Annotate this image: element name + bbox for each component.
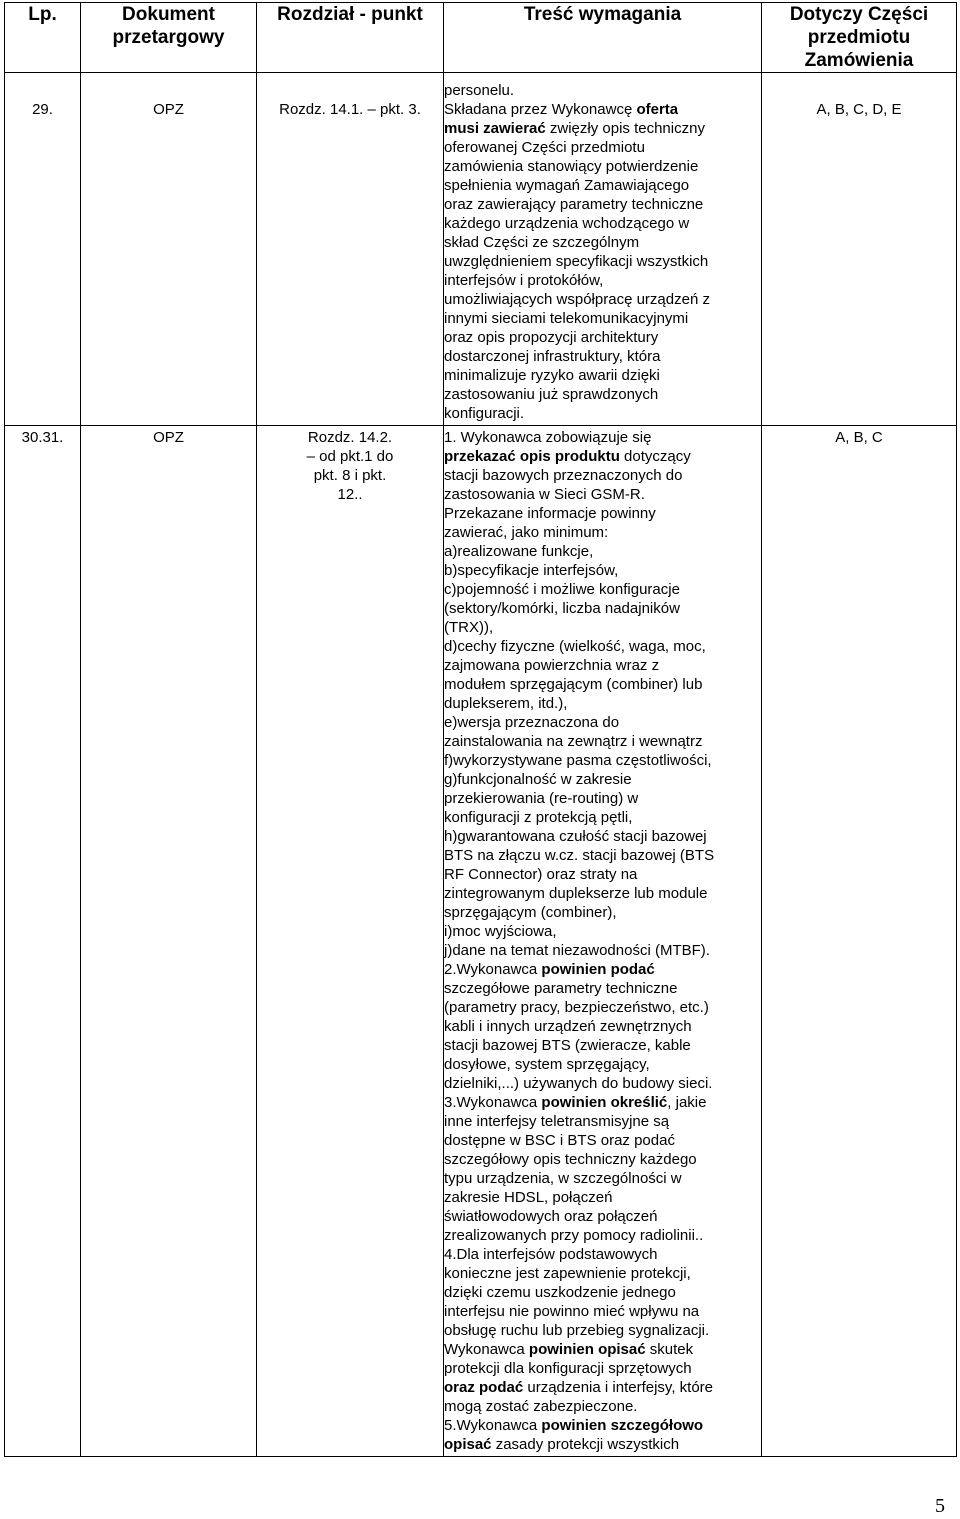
text-segment: obsługę ruchu lub przebieg sygnalizacji. [444, 1322, 710, 1339]
text-segment: dotyczący [619, 448, 691, 465]
text-segment: interfejsów i protokółów, [444, 272, 604, 289]
text-segment: dzielniki,...) używanych do budowy sieci. [444, 1075, 713, 1092]
row-section: Rozdz. 14.1. – pkt. 3. [257, 73, 444, 426]
text-segment: 1. Wykonawca zobowiązuje się [444, 429, 652, 446]
text-segment: innymi sieciami telekomunikacyjnymi [444, 310, 689, 327]
requirement-line [444, 1055, 761, 1074]
bold-text: powinien opisać [528, 1341, 646, 1358]
text-segment: oferowanej Części przedmiotu [444, 139, 645, 156]
text-segment: 3.Wykonawca [444, 1094, 542, 1111]
text-segment: każdego urządzenia wchodzącego w [444, 215, 690, 232]
requirement-line [444, 1226, 761, 1245]
requirement-line [444, 1378, 761, 1397]
text-segment: zastosowania w Sieci GSM-R. [444, 486, 645, 503]
header-section: Rozdział - punkt [257, 3, 444, 73]
requirement-line [444, 233, 761, 252]
text-segment: szczegółowe parametry techniczne [444, 980, 678, 997]
text-segment: , jakie [667, 1094, 707, 1111]
text-segment: skład Części ze szczególnym [444, 234, 640, 251]
text-segment: RF Connector) oraz straty na [444, 866, 638, 883]
row-parts: A, B, C [762, 426, 957, 1457]
bold-text: przekazać opis produktu [444, 448, 620, 465]
requirement-line [444, 637, 761, 656]
table-row [5, 426, 957, 1457]
requirement-line [444, 1112, 761, 1131]
requirement-line [444, 1416, 761, 1435]
text-segment: inne interfejsy teletransmisyjne są [444, 1113, 670, 1130]
text-segment: minimalizuje ryzyko awarii dzięki [444, 367, 660, 384]
requirement-line [444, 366, 761, 385]
requirement-line [444, 1017, 761, 1036]
requirement-line [444, 176, 761, 195]
text-segment: dzięki czemu uszkodzenie jednego [444, 1284, 676, 1301]
requirement-line [444, 485, 761, 504]
text-segment: stacji bazowej BTS (zwieracze, kable [444, 1037, 691, 1054]
row-lp: 29. [5, 73, 81, 426]
requirement-line [444, 119, 761, 138]
requirement-line [444, 1435, 761, 1454]
text-segment: (sektory/komórki, liczba nadajników [444, 600, 680, 617]
text-segment: stacji bazowych przeznaczonych do [444, 467, 683, 484]
text-segment: 2.Wykonawca [444, 961, 542, 978]
requirement-line [444, 1302, 761, 1321]
text-segment: kabli i innych urządzeń zewnętrznych [444, 1018, 692, 1035]
header-parts: Dotyczy Części przedmiotu Zamówienia [762, 3, 957, 73]
text-segment: dostarczonej infrastruktury, która [444, 348, 661, 365]
header-requirement: Treść wymagania [444, 3, 762, 73]
requirement-line [444, 1131, 761, 1150]
requirement-line [444, 447, 761, 466]
requirement-line [444, 1074, 761, 1093]
text-segment: dosyłowe, system sprzęgający, [444, 1056, 650, 1073]
text-segment: d)cechy fizyczne (wielkość, waga, moc, [444, 638, 706, 655]
requirement-line [444, 1264, 761, 1283]
carryover-text: personelu. [444, 82, 515, 99]
text-segment: h)gwarantowana czułość stacji bazowej [444, 828, 707, 845]
requirement-line [444, 328, 761, 347]
text-segment: zwięzły opis techniczny [545, 120, 705, 137]
row-requirement-text [444, 73, 762, 426]
requirement-line [444, 1169, 761, 1188]
requirement-line [444, 789, 761, 808]
text-segment: g)funkcjonalność w zakresie [444, 771, 632, 788]
requirement-line [444, 504, 761, 523]
requirement-line [444, 960, 761, 979]
text-segment: b)specyfikacje interfejsów, [444, 562, 619, 579]
requirement-line [444, 252, 761, 271]
requirement-line [444, 580, 761, 599]
header-row [5, 3, 957, 73]
row-section: Rozdz. 14.2. – od pkt.1 do pkt. 8 i pkt. 12.. [257, 426, 444, 1457]
text-segment: duplekserem, itd.), [444, 695, 568, 712]
table-row [5, 73, 957, 426]
requirement-line [444, 732, 761, 751]
text-segment: oraz opis propozycji architektury [444, 329, 659, 346]
text-segment: (parametry pracy, bezpieczeństwo, etc.) [444, 999, 709, 1016]
requirement-line [444, 1397, 761, 1416]
text-segment: (TRX)), [444, 619, 494, 636]
requirement-line [444, 1150, 761, 1169]
requirement-line [444, 195, 761, 214]
requirement-line [444, 751, 761, 770]
text-segment: j)dane na temat niezawodności (MTBF). [444, 942, 710, 959]
text-segment: zasady protekcji wszystkich [491, 1436, 680, 1453]
text-segment: uwzględnieniem specyfikacji wszystkich [444, 253, 709, 270]
row-requirement-text [444, 426, 762, 1457]
requirement-line [444, 1283, 761, 1302]
requirement-line [444, 561, 761, 580]
requirement-line [444, 941, 761, 960]
text-segment: mogą zostać zabezpieczone. [444, 1398, 638, 1415]
requirement-line [444, 428, 761, 447]
text-segment: sprzęgającym (combiner), [444, 904, 617, 921]
requirement-line [444, 157, 761, 176]
requirement-line [444, 309, 761, 328]
text-segment: przekierowania (re-routing) w [444, 790, 639, 807]
bold-text: powinien określić [541, 1094, 668, 1111]
requirement-line [444, 466, 761, 485]
requirement-line [444, 271, 761, 290]
text-segment: konfiguracji. [444, 405, 525, 422]
requirement-lines [444, 100, 761, 423]
page-number: 5 [935, 1495, 945, 1517]
text-segment: skutek [645, 1341, 694, 1358]
text-segment: dostępne w BSC i BTS oraz podać [444, 1132, 675, 1149]
requirement-line [444, 404, 761, 423]
requirement-line [444, 1093, 761, 1112]
text-segment: konieczne jest zapewnienie protekcji, [444, 1265, 691, 1282]
requirement-line [444, 998, 761, 1017]
text-segment: oraz zawierający parametry techniczne [444, 196, 704, 213]
text-segment: szczegółowy opis techniczny każdego [444, 1151, 697, 1168]
text-segment: zakresie HDSL, połączeń [444, 1189, 613, 1206]
requirement-line [444, 599, 761, 618]
text-segment: Przekazane informacje powinny [444, 505, 656, 522]
text-segment: urządzenia i interfejsy, które [523, 1379, 713, 1396]
row-parts: A, B, C, D, E [762, 73, 957, 426]
text-segment: zajmowana powierzchnia wraz z [444, 657, 660, 674]
text-segment: c)pojemność i możliwe konfiguracje [444, 581, 680, 598]
text-segment: modułem sprzęgającym (combiner) lub [444, 676, 703, 693]
text-segment: protekcji dla konfiguracji sprzętowych [444, 1360, 692, 1377]
text-segment: e)wersja przeznaczona do [444, 714, 620, 731]
requirement-line [444, 713, 761, 732]
requirement-line [444, 1207, 761, 1226]
requirement-line [444, 770, 761, 789]
row-document: OPZ [81, 426, 257, 1457]
bold-text: opisać [444, 1436, 492, 1453]
requirement-line [444, 385, 761, 404]
requirement-line [444, 138, 761, 157]
text-segment: umożliwiających współpracę urządzeń z [444, 291, 710, 308]
requirement-line [444, 1340, 761, 1359]
requirement-line [444, 100, 761, 119]
text-segment: światłowodowych oraz połączeń [444, 1208, 658, 1225]
text-segment: Wykonawca [444, 1341, 529, 1358]
text-segment: 5.Wykonawca [444, 1417, 542, 1434]
bold-text: oferta [636, 101, 679, 118]
requirement-line [444, 979, 761, 998]
requirement-line [444, 827, 761, 846]
text-segment: zawierać, jako minimum: [444, 524, 609, 541]
requirement-line [444, 618, 761, 637]
text-segment: 4.Dla interfejsów podstawowych [444, 1246, 658, 1263]
requirement-line [444, 884, 761, 903]
text-segment: i)moc wyjściowa, [444, 923, 557, 940]
text-segment: zintegrowanym duplekserze lub module [444, 885, 708, 902]
requirement-line [444, 523, 761, 542]
text-segment: a)realizowane funkcje, [444, 543, 594, 560]
requirement-line [444, 1036, 761, 1055]
requirement-lines [444, 428, 761, 1454]
requirements-table [4, 2, 957, 1457]
requirement-line [444, 865, 761, 884]
row-document: OPZ [81, 73, 257, 426]
requirement-line [444, 808, 761, 827]
requirement-line [444, 1321, 761, 1340]
row-lp: 30.31. [5, 426, 81, 1457]
header-lp: Lp. [5, 3, 81, 73]
header-document: Dokument przetargowy [81, 3, 257, 73]
text-segment: spełnienia wymagań Zamawiającego [444, 177, 690, 194]
bold-text: powinien szczegółowo [541, 1417, 704, 1434]
bold-text: musi zawierać [444, 120, 546, 137]
text-segment: typu urządzenia, w szczególności w [444, 1170, 682, 1187]
text-segment: konfiguracji z protekcją pętli, [444, 809, 633, 826]
requirement-line [444, 922, 761, 941]
text-segment: zastosowaniu już sprawdzonych [444, 386, 659, 403]
requirement-line [444, 1359, 761, 1378]
bold-text: oraz podać [444, 1379, 524, 1396]
requirement-line [444, 675, 761, 694]
requirement-line [444, 903, 761, 922]
requirement-line [444, 214, 761, 233]
text-segment: BTS na złączu w.cz. stacji bazowej (BTS [444, 847, 715, 864]
requirement-line [444, 846, 761, 865]
text-segment: interfejsu nie powinno mieć wpływu na [444, 1303, 700, 1320]
requirement-line [444, 1245, 761, 1264]
requirement-line [444, 347, 761, 366]
text-segment: Składana przez Wykonawcę [444, 101, 637, 118]
requirement-line [444, 542, 761, 561]
text-segment: f)wykorzystywane pasma częstotliwości, [444, 752, 712, 769]
requirement-line [444, 290, 761, 309]
text-segment: zrealizowanych przy pomocy radiolinii.. [444, 1227, 704, 1244]
requirement-line [444, 1188, 761, 1207]
requirement-line [444, 656, 761, 675]
bold-text: powinien podać [541, 961, 655, 978]
text-segment: zamówienia stanowiący potwierdzenie [444, 158, 699, 175]
text-segment: zainstalowania na zewnątrz i wewnątrz [444, 733, 703, 750]
requirement-line [444, 694, 761, 713]
